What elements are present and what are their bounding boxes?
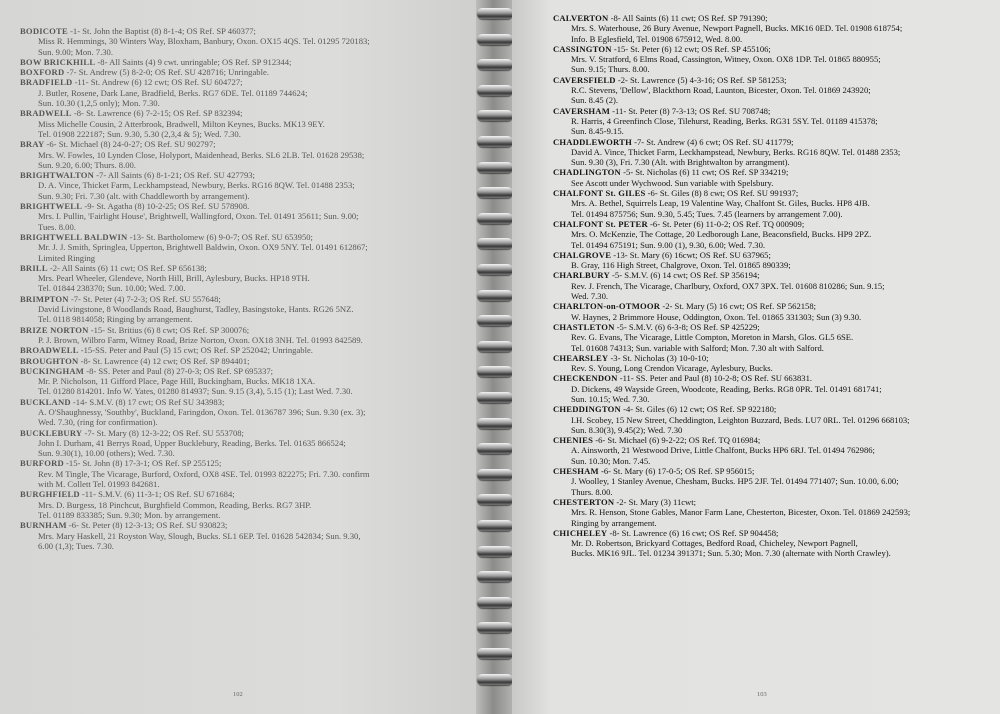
spiral-coil	[477, 315, 513, 326]
church-entry-heading	[20, 294, 470, 304]
spiral-coil	[477, 622, 513, 633]
spiral-coil	[477, 648, 513, 659]
entry-detail-line: Tel. 01908 222187; Sun. 9.30, 5.30 (2,3,4 & 5); Wed. 7.30.	[38, 128, 241, 139]
church-details: -6- St. Mary (6) 17-0-5; OS Ref. SP 956015;	[598, 466, 755, 477]
church-entry-heading	[553, 137, 995, 147]
parish-name: CHESHAM	[553, 466, 599, 477]
entry-detail-line: with M. Collett Tel. 01993 842681.	[38, 479, 160, 490]
right-page-number: 103	[757, 691, 767, 698]
parish-name: BRIZE NORTON	[20, 324, 89, 335]
entry-detail-line: Tel. 01494 675191; Sun. 9.00 (1), 9.30, 6.00; Wed. 7.30.	[571, 239, 766, 250]
entry-detail-line: Rev. G. Evans, The Vicarage, Little Compton, Moreton in Marsh, Glos. GL5 6SE.	[571, 332, 854, 343]
church-details: -5- S.M.V. (6) 6-3-8; OS Ref. SP 425229;	[614, 321, 760, 332]
entry-detail-line: Tues. 8.00.	[38, 221, 76, 232]
entry-detail-line: Limited Ringing	[38, 252, 96, 263]
parish-name: CHASTLETON	[553, 321, 615, 332]
entry-detail-line: R. Harris, 4 Greenfinch Close, Tilehurst, Reading, Berks. RG31 5SY. Tel. 01189 415378;	[571, 115, 878, 126]
church-entry-heading	[553, 13, 995, 23]
spiral-coil	[477, 59, 513, 70]
church-details: -13- St. Bartholomew (6) 9-0-7; OS Ref. SU 653950;	[127, 231, 313, 242]
parish-name: BRILL	[20, 262, 48, 273]
entry-detail-line: Mrs. Mary Haskell, 21 Royston Way, Slough, Bucks. SL1 6EP. Tel. 01628 542834; Sun. 9.30,	[38, 530, 361, 541]
spiral-coil	[477, 85, 513, 96]
church-details: -8- All Saints (6) 11 cwt; OS Ref. SP 791390;	[608, 13, 768, 23]
parish-name: BURGHFIELD	[20, 489, 80, 500]
entry-detail-line: D. A. Vince, Thicket Farm, Leckhampstead, Newbury, Berks. RG16 8QW. Tel. 01488 2353;	[38, 180, 355, 191]
parish-name: BRIGHTWELL	[20, 201, 83, 212]
entry-detail-line: Mr. J. J. Smith, Springlea, Upperton, Brightwell Baldwin, Oxon. OX9 5NY. Tel. 01491 612867;	[38, 242, 368, 253]
church-entry-heading	[553, 219, 995, 229]
church-entry-heading	[553, 188, 995, 198]
parish-name: BUCKLAND	[20, 396, 71, 407]
left-page-number: 102	[233, 691, 243, 698]
spiral-coil	[477, 494, 513, 505]
church-details: -6- St. Michael (6) 9-2-22; OS Ref. TQ 016984;	[593, 435, 761, 446]
entry-detail-line: Mrs. V. Stratford, 6 Elms Road, Cassington, Witney, Oxon. OX8 1DP. Tel. 01865 880955;	[571, 54, 881, 65]
entry-detail-line: Tel. 01608 74313; Sun. variable with Salford; Mon. 7.30 alt with Salford.	[571, 342, 824, 353]
church-entry-heading	[553, 75, 995, 85]
entry-detail-line: D. Dickens, 49 Wayside Green, Woodcote, Reading, Berks. RG8 0PR. Tel. 01491 681741;	[571, 383, 882, 394]
church-details: -2- St. Mary (3) 11cwt;	[614, 496, 697, 507]
church-details: -8- St. Lawrence (6) 7-2-15; OS Ref. SP 832394;	[71, 108, 243, 119]
spiral-coil	[477, 290, 513, 301]
church-details: -11- S.M.V. (6) 11-3-1; OS Ref. SU 671684;	[79, 489, 235, 500]
church-details: -2- St. Mary (5) 16 cwt; OS Ref. SP 562158;	[660, 301, 817, 312]
spiral-coil	[477, 443, 513, 454]
entry-detail-line: Mr. D. Robertson, Brickyard Cottages, Bedford Road, Chicheley, Newport Pagnell,	[571, 538, 858, 549]
spiral-coil	[477, 546, 513, 557]
church-entry-heading	[20, 232, 470, 242]
entry-detail-line: David A. Vince, Thicket Farm, Leckhampstead, Newbury, Berks. RG16 8QW. Tel. 01488 2353;	[571, 146, 901, 157]
church-details: -14- S.M.V. (8) 17 cwt; OS Ref SU 343983;	[70, 396, 225, 407]
church-entry-heading	[553, 167, 995, 177]
church-entry-heading	[20, 108, 470, 118]
church-entry-heading	[20, 26, 470, 36]
church-details: -6- St. Peter (6) 11-0-2; OS Ref. TQ 000909;	[647, 218, 805, 229]
church-details: -5- S.M.V. (6) 14 cwt; OS Ref. SP 356194;	[609, 270, 760, 281]
spiral-coil	[477, 469, 513, 480]
church-details: -6- St. Michael (8) 24-0-27; OS Ref. SU 902797;	[44, 139, 216, 150]
entry-detail-line: Sun. 9.30(1), 10.00 (others); Wed. 7.30.	[38, 448, 175, 459]
parish-name: BROUGHTON	[20, 355, 79, 366]
parish-name: BOW BRICKHILL	[20, 56, 96, 67]
entry-detail-line: Mrs. W. Fowles, 10 Lynden Close, Holyport, Maidenhead, Berks. SL6 2LB. Tel. 01628 29538;	[38, 149, 365, 160]
parish-name: BROADWELL	[20, 345, 79, 356]
entry-detail-line: J. Butler, Rosene, Dark Lane, Bradfield, Berks. RG7 6DE. Tel. 01189 744624;	[38, 87, 308, 98]
entry-detail-line: Sun. 8.45-9.15.	[571, 126, 624, 137]
spiral-coil	[477, 162, 513, 173]
entry-detail-line: Tel. 01494 875756; Sun. 9.30, 5.45; Tues. 7.45 (learners by arrangement 7.00).	[571, 208, 843, 219]
church-entry-heading	[20, 489, 470, 499]
parish-name: CHEARSLEY	[553, 352, 609, 363]
parish-name: CHALFONT St. GILES	[553, 188, 646, 199]
church-entry-heading	[20, 458, 470, 468]
parish-name: CHARLBURY	[553, 270, 610, 281]
church-details: -6- St. Giles (8) 8 cwt; OS Ref. SU 991937;	[645, 188, 799, 199]
parish-name: BOXFORD	[20, 67, 65, 78]
parish-name: CHADLINGTON	[553, 167, 621, 178]
parish-name: CALVERTON	[553, 13, 609, 23]
spiral-coil	[477, 264, 513, 275]
spiral-coil	[477, 136, 513, 147]
church-details: -1- St. John the Baptist (8) 8-1-4; OS Ref. SP 460377;	[67, 26, 256, 36]
church-entry-heading	[20, 201, 470, 211]
church-entry-heading	[20, 57, 470, 67]
parish-name: CHALFONT St. PETER	[553, 218, 648, 229]
parish-name: BURFORD	[20, 458, 64, 469]
church-details: -15- St. John (8) 17-3-1; OS Ref. SP 255125;	[63, 458, 222, 469]
left-page	[0, 0, 478, 714]
church-details: -8- SS. Peter and Paul (8) 27-0-3; OS Ref. SP 695337;	[84, 365, 274, 376]
entry-detail-line: Sun. 9.20, 6.00; Thurs. 8.00.	[38, 159, 136, 170]
entry-detail-line: Sun. 9.00; Mon. 7.30.	[38, 46, 113, 57]
parish-name: BURNHAM	[20, 520, 67, 531]
church-entry-heading	[20, 325, 470, 335]
parish-name: CHARLTON-on-OTMOOR	[553, 301, 661, 312]
church-entry-heading	[553, 250, 995, 260]
church-details: -15- St. Peter (6) 12 cwt; OS Ref. SP 455106;	[611, 43, 771, 54]
spiral-coil	[477, 213, 513, 224]
entry-detail-line: Sun. 10.15; Wed. 7.30.	[571, 393, 650, 404]
entry-detail-line: Tel. 0118 9814058; Ringing by arrangement.	[38, 314, 193, 325]
church-entry-heading	[553, 497, 995, 507]
entry-detail-line: See Ascott under Wychwood. Sun variable with Spelsbury.	[571, 177, 774, 188]
church-entry-heading	[20, 67, 470, 77]
entry-detail-line: Mrs. D. Burgess, 18 Pinchcut, Burghfield Common, Reading, Berks. RG7 3HP.	[38, 499, 312, 510]
parish-name: BRAY	[20, 139, 45, 150]
entry-detail-line: Bucks. MK16 9JL. Tel. 01234 391371; Sun. 5.30; Mon. 7.30 (alternate with North Crawley).	[571, 548, 891, 559]
church-details: -4- St. Giles (6) 12 cwt; OS Ref. SP 922180;	[620, 404, 777, 415]
right-page-entries	[553, 13, 995, 559]
entry-detail-line: Sun. 9.15; Thurs. 8.00.	[571, 64, 650, 75]
spiral-coil	[477, 366, 513, 377]
entry-detail-line: A. O'Shaughnessy, 'Southby', Buckland, Faringdon, Oxon. Tel. 0136787 396; Sun. 9.30 (ex. 3);	[38, 406, 366, 417]
parish-name: CHADDLEWORTH	[553, 136, 632, 147]
entry-detail-line: Ringing by arrangement.	[571, 517, 657, 528]
church-entry-heading	[553, 44, 995, 54]
spiral-coil	[477, 520, 513, 531]
church-details: -7- All Saints (6) 8-1-21; OS Ref. SU 427793;	[94, 170, 255, 181]
spiral-coil	[477, 8, 513, 19]
church-details: -5- St. Nicholas (6) 11 cwt; OS Ref. SP 334219;	[620, 167, 789, 178]
church-entry-heading	[20, 520, 470, 530]
parish-name: BRIGHTWALTON	[20, 170, 95, 181]
church-entry-heading	[20, 356, 470, 366]
entry-detail-line: Sun. 9.30 (3), Fri. 7.30 (Alt. with Brightwalton by arrangment).	[571, 157, 790, 168]
entry-detail-line: Miss Michelle Cousin, 2 Atterbrook, Bradwell, Milton Keynes, Bucks. MK13 9EY.	[38, 118, 325, 129]
church-entry-heading	[553, 373, 995, 383]
church-details: -7- St. Peter (4) 7-2-3; OS Ref. SU 557648;	[68, 293, 221, 304]
church-details: -15- St. Britius (6) 8 cwt; OS Ref. SP 300076;	[88, 324, 250, 335]
church-details: -6- St. Peter (8) 12-3-13; OS Ref. SU 930823;	[66, 520, 228, 531]
church-entry-heading	[20, 428, 470, 438]
parish-name: BODICOTE	[20, 26, 68, 36]
left-page-entries	[20, 26, 470, 551]
entry-detail-line: Mr. P. Nicholson, 11 Gifford Place, Page Hill, Buckingham, Bucks. MK18 1XA.	[38, 376, 316, 387]
spiral-coil	[477, 238, 513, 249]
spiral-binding	[476, 0, 514, 714]
church-details: -13- St. Mary (6) 16cwt; OS Ref. SU 637965;	[611, 249, 771, 260]
parish-name: CASSINGTON	[553, 43, 612, 54]
church-entry-heading	[553, 322, 995, 332]
church-details: -11- SS. Peter and Paul (8) 10-2-8; OS Ref. SU 663831.	[617, 373, 813, 384]
parish-name: CHECKENDON	[553, 373, 618, 384]
entry-detail-line: Mrs. O. McKenzie, The Cottage, 20 Ledborough Lane, Beaconsfield, Bucks. HP9 2PZ.	[571, 229, 872, 240]
entry-detail-line: Sun. 10.30; Mon. 7.45.	[571, 455, 651, 466]
church-entry-heading	[553, 270, 995, 280]
parish-name: BRIMPTON	[20, 293, 69, 304]
spiral-coil	[477, 571, 513, 582]
entry-detail-line: Tel. 01189 833385; Sun. 9.30; Mon. by arrangement.	[38, 509, 221, 520]
entry-detail-line: John I. Durham, 41 Berrys Road, Upper Bucklebury, Reading, Berks. Tel. 01635 866524;	[38, 437, 346, 448]
entry-detail-line: Sun. 10.30 (1,2,5 only); Mon. 7.30.	[38, 98, 160, 109]
entry-detail-line: Mrs. S. Waterhouse, 26 Bury Avenue, Newport Pagnell, Bucks. MK16 0ED. Tel. 01908 618754;	[571, 23, 903, 34]
entry-detail-line: Tel. 01280 814201. Info W. Yates, 01280 814937; Sun. 9.15 (3,4), 5.15 (1); Last Wed. 7.30.	[38, 386, 353, 397]
church-details: -8- St. Lawrence (4) 12 cwt; OS Ref. SP 894401;	[78, 355, 250, 366]
church-entry-heading	[20, 77, 470, 87]
entry-detail-line: Mrs. I. Pullin, 'Fairlight House', Brightwell, Wallingford, Oxon. Tel. 01491 35611; Sun. 9.00;	[38, 211, 359, 222]
right-page	[512, 0, 1000, 714]
entry-detail-line: A. Ainsworth, 21 Westwood Drive, Little Chalfont, Bucks HP6 6RJ. Tel. 01494 762986;	[571, 445, 875, 456]
parish-name: BUCKINGHAM	[20, 365, 85, 376]
entry-detail-line: 6.00 (1,3); Tues. 7.30.	[38, 540, 114, 551]
entry-detail-line: Thurs. 8.00.	[571, 486, 613, 497]
entry-detail-line: I.H. Scobey, 15 New Street, Cheddington, Leighton Buzzard, Beds. LU7 0RL. Tel. 01296 668103;	[571, 414, 910, 425]
entry-detail-line: Miss R. Hemmings, 30 Winters Way, Bloxham, Banbury, Oxon. OX15 4QS. Tel. 01295 720183;	[38, 36, 370, 47]
church-entry-heading	[20, 397, 470, 407]
entry-detail-line: Info. B Eglesfield, Tel. 01908 675912, Wed. 8.00.	[571, 33, 743, 44]
entry-detail-line: Rev. M Tingle, The Vicarage, Burford, Oxford, OX8 4SE. Tel. 01993 822275; Fri. 7.30. confirm	[38, 468, 370, 479]
church-details: -9- St. Agatha (8) 10-2-25; OS Ref. SU 578908.	[82, 201, 250, 212]
entry-detail-line: Sun. 8.30(3), 9.45(2); Wed. 7.30	[571, 424, 683, 435]
church-details: -8- All Saints (4) 9 cwt. unringable; OS Ref. SP 912344;	[95, 56, 292, 67]
church-entry-heading	[553, 301, 995, 311]
spiral-coil	[477, 187, 513, 198]
church-details: -7- St. Andrew (5) 8-2-0; OS Ref. SU 428716; Unringable.	[64, 67, 269, 78]
church-details: -15-SS. Peter and Paul (5) 15 cwt; OS Ref. SP 252042; Unringable.	[78, 345, 313, 356]
entry-detail-line: Mrs. Pearl Wheeler, Glendeve, North Hill, Brill, Aylesbury, Bucks. HP18 9TH.	[38, 273, 310, 284]
parish-name: CHICHELEY	[553, 527, 608, 538]
church-details: -11- St. Andrew (6) 12 cwt; OS Ref. SU 604727;	[72, 77, 243, 88]
spiral-coil	[477, 110, 513, 121]
church-details: -2- St. Lawrence (5) 4-3-16; OS Ref. SP 581253;	[615, 74, 787, 85]
parish-name: BRADWELL	[20, 108, 72, 119]
entry-detail-line: Rev. J. French, The Vicarage, Charlbury, Oxford, OX7 3PX. Tel. 01608 810286; Sun. 9.15;	[571, 280, 885, 291]
church-entry-heading	[553, 106, 995, 116]
entry-detail-line: Tel. 01844 238370; Sun. 10.00; Wed. 7.00.	[38, 283, 186, 294]
church-entry-heading	[553, 353, 995, 363]
entry-detail-line: Mrs. R. Henson, Stone Gables, Manor Farm Lane, Chesterton, Bicester, Oxon. Tel. 01869 242593;	[571, 507, 911, 518]
spiral-coil	[477, 392, 513, 403]
church-details: -7- St. Mary (8) 12-3-22; OS Ref. SU 553708;	[82, 427, 244, 438]
parish-name: CHALGROVE	[553, 249, 612, 260]
entry-detail-line: Sun. 8.45 (2).	[571, 95, 619, 106]
entry-detail-line: B. Gray, 116 High Street, Chalgrove, Oxon. Tel. 01865 890339;	[571, 260, 791, 271]
church-entry-heading	[553, 528, 995, 538]
parish-name: CAVERSHAM	[553, 105, 611, 116]
church-details: -3- St. Nicholas (3) 10-0-10;	[608, 352, 709, 363]
entry-detail-line: J. Woolley, 1 Stanley Avenue, Chesham, Bucks. HP5 2JF. Tel. 01494 771407; Sun. 10.00, 6.00;	[571, 476, 899, 487]
spiral-coil	[477, 341, 513, 352]
parish-name: CHEDDINGTON	[553, 404, 621, 415]
entry-detail-line: R.C. Stevens, 'Dellow', Blackthorn Road, Launton, Bicester, Oxon. Tel. 01869 243920;	[571, 85, 871, 96]
parish-name: CAVERSFIELD	[553, 74, 616, 85]
spiral-coil	[477, 34, 513, 45]
entry-detail-line: Sun. 9.30; Fri. 7.30 (alt. with Chaddleworth by arrangement).	[38, 190, 250, 201]
church-entry-heading	[20, 263, 470, 273]
church-entry-heading	[20, 139, 470, 149]
church-entry-heading	[20, 345, 470, 355]
parish-name: CHESTERTON	[553, 496, 615, 507]
entry-detail-line: Rev. S. Young, Long Crendon Vicarage, Aylesbury, Bucks.	[571, 363, 773, 374]
parish-name: BRIGHTWELL BALDWIN	[20, 231, 128, 242]
entry-detail-line: W. Haynes, 2 Brimmore House, Oddington, Oxon. Tel. 01865 331303; Sun (3) 9.30.	[571, 311, 862, 322]
spiral-coil	[477, 597, 513, 608]
church-details: -2- All Saints (6) 11 cwt; OS Ref. SP 656138;	[47, 262, 207, 273]
spiral-coil	[477, 418, 513, 429]
parish-name: CHENIES	[553, 435, 594, 446]
entry-detail-line: Wed. 7.30.	[571, 291, 609, 302]
parish-name: BRADFIELD	[20, 77, 73, 88]
church-details: -8- St. Lawrence (6) 16 cwt; OS Ref. SP 904458;	[607, 527, 779, 538]
church-entry-heading	[553, 435, 995, 445]
church-entry-heading	[20, 170, 470, 180]
church-entry-heading	[553, 466, 995, 476]
entry-detail-line: Mrs. A. Bethel, Squirrels Leap, 19 Valentine Way, Chalfont St. Giles, Bucks. HP8 4JB.	[571, 198, 870, 209]
church-entry-heading	[553, 404, 995, 414]
church-details: -7- St. Andrew (4) 6 cwt; OS Ref. SU 411779;	[631, 136, 794, 147]
entry-detail-line: Wed. 7.30, (ring for confirmation).	[38, 417, 158, 428]
entry-detail-line: P. J. Brown, Wilbro Farm, Witney Road, Brize Norton, Oxon. OX18 3NH. Tel. 01993 842589.	[38, 334, 363, 345]
entry-detail-line: David Livingstone, 8 Woodlands Road, Baughurst, Tadley, Basingstoke, Hants. RG26 5NZ.	[38, 304, 354, 315]
church-details: -11- St. Peter (8) 7-3-13; OS Ref. SU 708748;	[610, 105, 771, 116]
spiral-coil	[477, 674, 513, 685]
parish-name: BUCKLEBURY	[20, 427, 83, 438]
church-entry-heading	[20, 366, 470, 376]
